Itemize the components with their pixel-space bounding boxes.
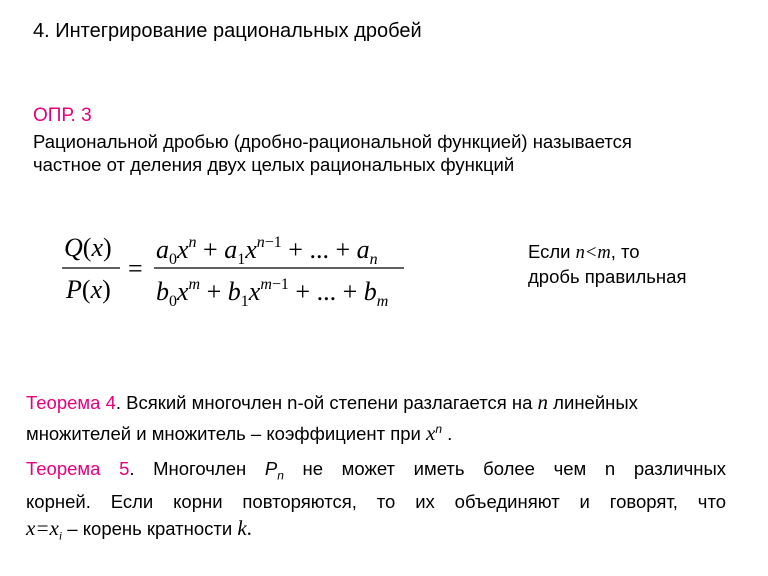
note-prefix: Если [528, 241, 576, 262]
theorem-5 [26, 456, 726, 548]
theorem-4-line-2 [26, 416, 746, 447]
definition-line-2: частное от деления двух целых рациональных функций [33, 154, 515, 175]
theorem-5-label: Теорема 5 [26, 458, 130, 479]
theorem-5-eq-sub: i [58, 528, 63, 543]
theorem-5-text-1: . Многочлен [129, 458, 265, 479]
theorem-4-n: n [537, 390, 549, 414]
note-line-1 [528, 240, 686, 265]
theorem-5-line-3-text: – корень кратности [62, 517, 238, 539]
theorem-4-text-2: линейных [548, 392, 638, 413]
theorem-5-line-3 [26, 515, 726, 549]
rhs-numerator: $a_0x^n + a_1x^n-1$ + ... + $a_n$ [156, 234, 378, 268]
note-line-2: дробь правильная [528, 266, 687, 287]
note-condition: n<m [575, 243, 611, 263]
theorem-5-P-sub: n [277, 468, 284, 483]
lhs-numerator: Q(x) [64, 233, 112, 262]
theorem-5-line-1 [26, 456, 726, 489]
theorem-4-line-1 [26, 389, 746, 416]
theorem-5-k: k [237, 515, 247, 540]
definition-label: ОПР. 3 [33, 105, 92, 126]
proper-fraction-note [528, 240, 686, 289]
lhs-denominator: P(x) [66, 275, 111, 304]
theorem-4-text-1: . Всякий многочлен n-ой степени разлагается на [115, 392, 538, 413]
theorem-4-end: . [442, 423, 453, 445]
theorem-5-line-2: корней. Если корни повторяются, то их объединяют и говорят, что [26, 490, 726, 512]
theorem-4-x: x [426, 421, 436, 446]
theorem-4-sup: n [435, 422, 443, 436]
rhs-denominator: $b_0x^m + b_1x^m-1$ + ... + $b_m$ [156, 276, 389, 310]
theorem-5-P: P [264, 458, 278, 479]
formula-svg [60, 228, 420, 314]
page-title: 4. Интегрирование рациональных дробей [33, 20, 422, 42]
equals-sign: = [128, 254, 143, 283]
theorem-4-label: Теорема 4 [26, 392, 116, 413]
theorem-5-eq: x=x [26, 515, 59, 540]
theorem-5-end: . [246, 515, 252, 540]
definition-text [33, 130, 753, 176]
note-suffix: , то [610, 241, 640, 262]
theorem-4 [26, 389, 746, 447]
rational-fraction-formula [60, 228, 420, 314]
theorem-5-text-2: не может иметь более чем n различных [283, 458, 726, 479]
definition-line-1: Рациональной дробью (дробно-рациональной функцией) называется [33, 131, 632, 152]
theorem-4-line-2-text: множителей и множитель – коэффициент при [26, 423, 426, 445]
